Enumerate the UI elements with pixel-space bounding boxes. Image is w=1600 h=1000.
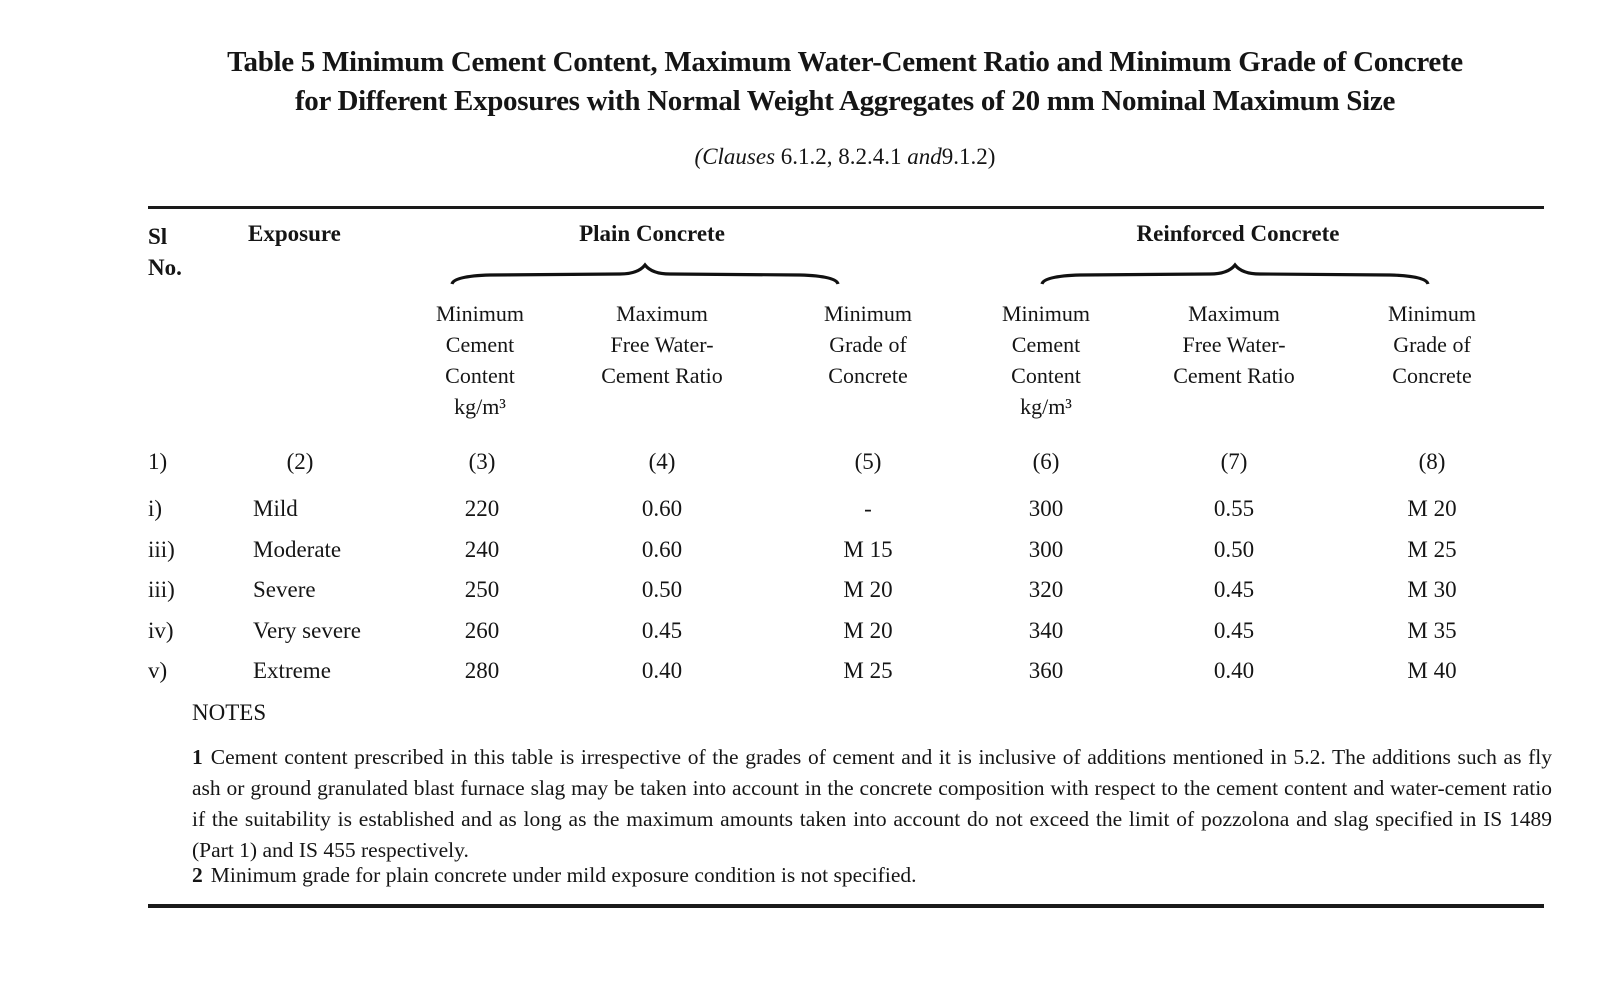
table-title-line-1: Table 5 Minimum Cement Content, Maximum Water-Cement Ratio and Minimum Grade of Concrete: [227, 46, 1463, 78]
cell-pc-grade: M 20: [843, 577, 893, 602]
table-bottom-rule: [148, 904, 1544, 908]
header-sl-no: Sl No.: [148, 224, 182, 280]
subheader-rc-max-wc: Maximum Free Water- Cement Ratio: [1173, 301, 1295, 388]
cell-pc-grade: M 15: [843, 537, 893, 562]
cell-sl: iii): [148, 537, 175, 562]
cell-rc-wc: 0.45: [1213, 618, 1255, 643]
cell-rc-wc: 0.55: [1213, 496, 1255, 521]
cell-rc-cement: 300: [1028, 496, 1064, 521]
clauses-reference: [0, 144, 1600, 170]
clause-1: 6.1.2,: [780, 144, 833, 169]
col-number-7: (7): [1220, 449, 1248, 474]
cell-exposure: Moderate: [253, 537, 342, 562]
note-2-text: Minimum grade for plain concrete under mild exposure condition is not specified.: [210, 863, 917, 887]
cell-sl: v): [148, 658, 168, 683]
cell-exposure: Extreme: [253, 658, 331, 683]
cell-rc-cement: 300: [1028, 537, 1064, 562]
cell-rc-wc: 0.45: [1213, 577, 1255, 602]
header-reinforced-concrete: Reinforced Concrete: [1136, 221, 1340, 246]
cell-rc-wc: 0.40: [1213, 658, 1255, 683]
col-number-8: (8): [1418, 449, 1446, 474]
cell-rc-grade: M 25: [1407, 537, 1457, 562]
cell-rc-cement: 320: [1028, 577, 1064, 602]
notes-title: NOTES: [192, 700, 267, 725]
cell-sl: iii): [148, 577, 175, 602]
cell-pc-wc: 0.60: [641, 496, 683, 521]
col-number-5: (5): [854, 449, 882, 474]
cell-exposure: Severe: [253, 577, 316, 602]
plain-concrete-brace: [450, 262, 840, 292]
note-2: [192, 860, 1552, 891]
cell-rc-grade: M 30: [1407, 577, 1457, 602]
subheader-pc-min-cement: Minimum Cement Content kg/m³: [435, 301, 524, 419]
cell-pc-wc: 0.45: [641, 618, 683, 643]
note-1-number: 1: [192, 745, 203, 769]
cell-pc-wc: 0.60: [641, 537, 683, 562]
clauses-and: and: [907, 144, 942, 169]
cell-rc-grade: M 40: [1407, 658, 1457, 683]
clause-3: 9.1.2): [941, 144, 996, 169]
cell-pc-cement: 240: [464, 537, 500, 562]
cell-pc-cement: 250: [464, 577, 500, 602]
reinforced-concrete-brace: [1040, 262, 1430, 292]
header-exposure: Exposure: [248, 221, 341, 246]
cell-pc-wc: 0.40: [641, 658, 683, 683]
col-number-1: 1): [148, 449, 168, 474]
cell-exposure: Mild: [253, 496, 298, 521]
cell-pc-cement: 220: [464, 496, 500, 521]
subheader-rc-min-grade: Minimum Grade of Concrete: [1387, 301, 1476, 388]
cell-pc-cement: 260: [464, 618, 500, 643]
subheader-pc-min-grade: Minimum Grade of Concrete: [823, 301, 912, 388]
cell-rc-grade: M 35: [1407, 618, 1457, 643]
col-number-3: (3): [468, 449, 496, 474]
col-number-2: (2): [286, 449, 314, 474]
subheader-pc-max-wc: Maximum Free Water- Cement Ratio: [601, 301, 723, 388]
cell-rc-cement: 360: [1028, 658, 1064, 683]
header-plain-concrete: Plain Concrete: [579, 221, 725, 246]
cell-pc-grade: M 20: [843, 618, 893, 643]
subheader-rc-min-cement: Minimum Cement Content kg/m³: [1001, 301, 1090, 419]
cell-rc-cement: 340: [1028, 618, 1064, 643]
note-1-text: Cement content prescribed in this table is irrespective of the grades of cement and it is inclusive of additions mentioned in 5.2. The additions such as fly ash or ground granulated blast furnace slag may be taken into account in the concrete composition with respect to the cement content and water-cement ratio if the suitability is established and as long as the maximum amounts taken into account do not exceed the limit of pozzolona and slag specified in IS 1489 (Part 1) and IS 455 respectively.: [192, 745, 1552, 862]
clause-2: 8.2.4.1: [838, 144, 902, 169]
cell-pc-grade: -: [864, 496, 872, 521]
clauses-prefix: (Clauses: [694, 144, 776, 169]
cell-pc-cement: 280: [464, 658, 500, 683]
table-title-line-2: for Different Exposures with Normal Weight Aggregates of 20 mm Nominal Maximum Size: [294, 85, 1396, 117]
table-top-rule: [148, 206, 1544, 209]
cell-exposure: Very severe: [253, 618, 361, 643]
cell-sl: i): [148, 496, 163, 521]
note-1: [192, 742, 1552, 866]
cell-pc-grade: M 25: [843, 658, 893, 683]
cell-rc-wc: 0.50: [1213, 537, 1255, 562]
col-number-4: (4): [648, 449, 676, 474]
cell-rc-grade: M 20: [1407, 496, 1457, 521]
col-number-6: (6): [1032, 449, 1060, 474]
cell-pc-wc: 0.50: [641, 577, 683, 602]
note-2-number: 2: [192, 863, 203, 887]
cell-sl: iv): [148, 618, 174, 643]
